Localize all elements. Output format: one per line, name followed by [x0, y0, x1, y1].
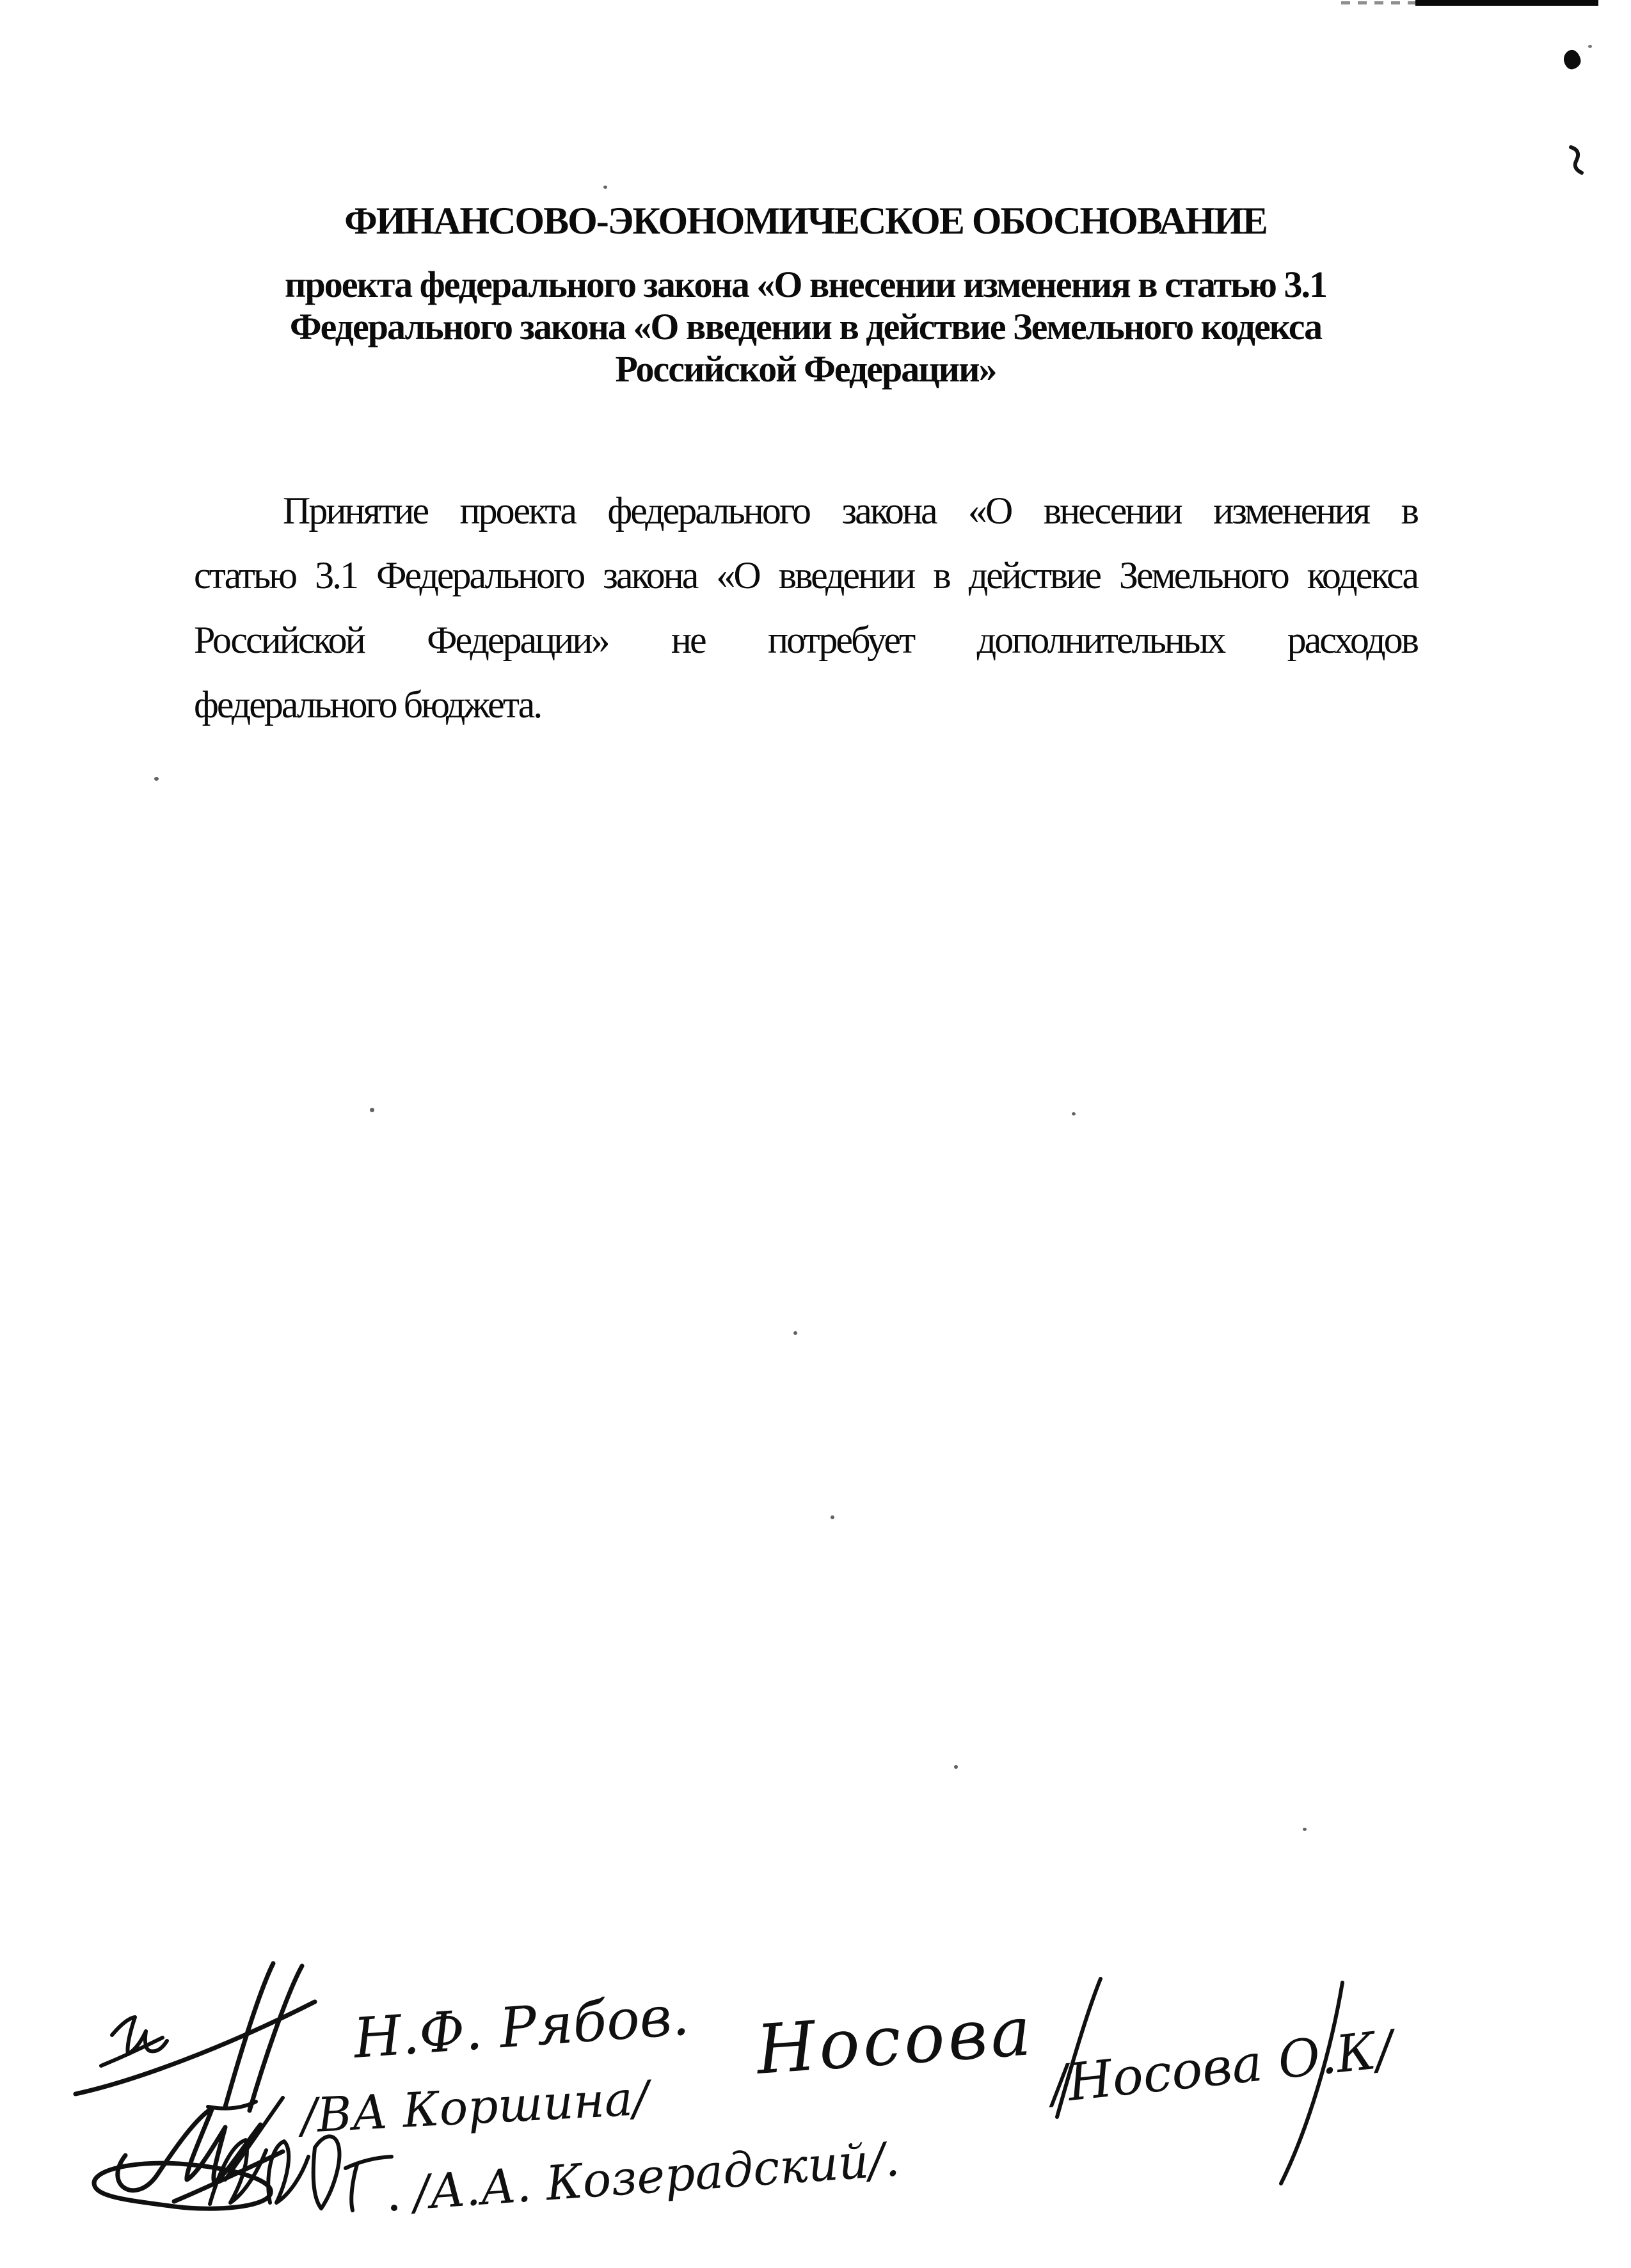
signature-name-kozeradsky: /А.А. Козерадский/. [411, 2132, 902, 2221]
document-subtitle [194, 264, 1417, 390]
body-line: федерального бюджета. [194, 683, 541, 726]
scan-speck [831, 1515, 834, 1519]
signature-name-nosova: /Носова О.К/ [1047, 2019, 1396, 2114]
body-line: статью 3.1 Федерального закона «О введении в действие Земельного кодекса [194, 554, 1417, 596]
body-line: Российской Федерации» не потребует дополнительных расходов [194, 619, 1417, 661]
document-title: ФИНАНСОВО-ЭКОНОМИЧЕСКОЕ ОБОСНОВАНИЕ [344, 200, 1267, 242]
subtitle-line: проекта федерального закона «О внесении изменения в статью 3.1 [285, 264, 1326, 305]
body-paragraph [194, 479, 1417, 737]
scan-speck [954, 1765, 958, 1769]
scan-artifact-top-bar-faint [1341, 1, 1415, 4]
scan-speck [793, 1331, 797, 1335]
subtitle-line: Российской Федерации» [615, 348, 996, 390]
scan-speck [154, 777, 159, 781]
ink-blob-mark [1562, 49, 1582, 71]
signature-script-nosova: Носова [754, 1991, 1037, 2089]
scan-speck [603, 186, 607, 189]
signature-name-ryabov: Н.Ф. Рябов. [351, 1983, 692, 2071]
ink-blob-speck [1588, 45, 1592, 48]
scan-speck [370, 1108, 374, 1112]
signature-block [64, 1945, 1408, 2265]
scan-speck [1303, 1828, 1307, 1831]
scan-speck [1072, 1112, 1076, 1115]
body-line: Принятие проекта федерального закона «О внесении изменения в [283, 490, 1417, 532]
signature-name-korshina: /ВА Коршина/ [299, 2070, 650, 2144]
ink-tick-mark [1565, 145, 1584, 175]
subtitle-line: Федерального закона «О введении в действие Земельного кодекса [289, 306, 1322, 347]
scan-artifact-top-bar [1415, 0, 1598, 6]
